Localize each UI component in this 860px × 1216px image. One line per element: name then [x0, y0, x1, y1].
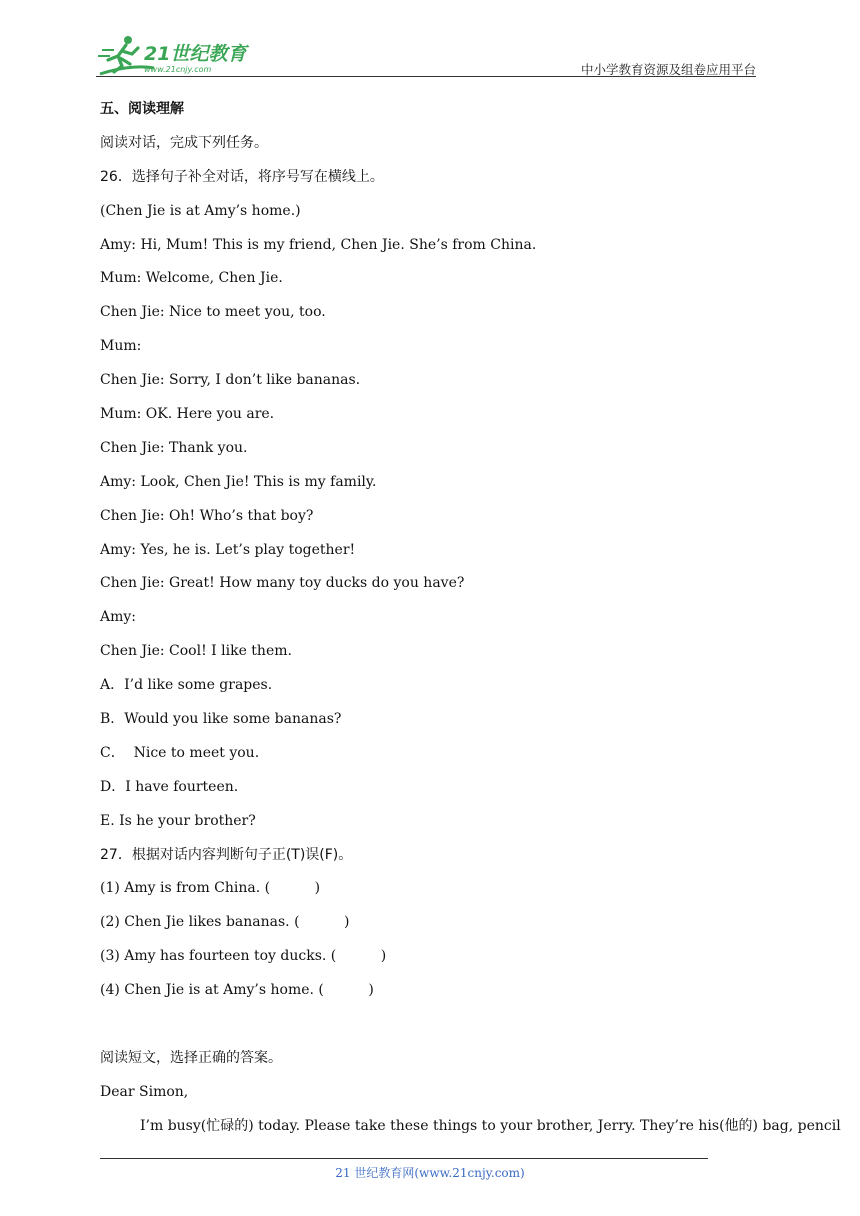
dialogue-line: Amy: — [100, 609, 137, 626]
header-divider — [96, 76, 756, 77]
dialogue-line: Mum: — [100, 338, 142, 355]
question-26-title: 26．选择句子补全对话，将序号写在横线上。 — [100, 168, 384, 185]
letter-greeting: Dear Simon, — [100, 1083, 189, 1100]
dialogue-line: Amy: Hi, Mum! This is my friend, Chen Jie. She’s from China. — [100, 236, 537, 253]
dialogue-line: Amy: Look, Chen Jie! This is my family. — [100, 473, 377, 490]
dialogue-line: Mum: Welcome, Chen Jie. — [100, 270, 283, 287]
logo-title: 21世纪教育 — [144, 43, 247, 65]
option-d: D．I have fourteen. — [100, 778, 239, 795]
true-false-item: (1) Amy is from China. ( ) — [100, 880, 321, 897]
logo — [92, 34, 262, 78]
dialogue-line: Amy: Yes, he is. Let’s play together! — [100, 541, 356, 558]
dialogue-line: Chen Jie: Sorry, I don’t like bananas. — [100, 372, 361, 389]
true-false-item: (3) Amy has fourteen toy ducks. ( ) — [100, 948, 387, 965]
logo-url: www.21cnjy.com — [144, 65, 212, 74]
section-title: 五、阅读理解 — [100, 101, 184, 117]
option-c: C． Nice to meet you. — [100, 744, 260, 761]
dialogue-line: (Chen Jie is at Amy’s home.) — [100, 202, 301, 219]
dialogue-line: Chen Jie: Great! How many toy ducks do you have? — [100, 575, 465, 592]
dialogue-line: Chen Jie: Thank you. — [100, 439, 248, 456]
spacer — [100, 1014, 780, 1034]
logo-runner-icon — [92, 34, 262, 78]
document-body — [100, 99, 841, 1136]
true-false-item: (4) Chen Jie is at Amy’s home. ( ) — [100, 982, 374, 999]
question-27-title: 27．根据对话内容判断句子正(T)误(F)。 — [100, 846, 353, 863]
true-false-item: (2) Chen Jie likes bananas. ( ) — [100, 914, 350, 931]
dialogue-line: Chen Jie: Oh! Who’s that boy? — [100, 507, 314, 524]
option-e: E. Is he your brother? — [100, 812, 256, 829]
option-a: A．I’d like some grapes. — [100, 677, 273, 694]
dialogue-line: Chen Jie: Nice to meet you, too. — [100, 304, 326, 321]
dialogue-line: Chen Jie: Cool! I like them. — [100, 643, 292, 660]
footer-divider — [100, 1158, 708, 1159]
letter-paragraph: I’m busy(忙碌的) today. Please take these things to your brother, Jerry. They’re his(他的) bag, pencil — [140, 1117, 841, 1134]
option-b: B．Would you like some bananas? — [100, 711, 342, 728]
instruction-passage: 阅读短文，选择正确的答案。 — [100, 1049, 282, 1066]
instruction-dialogue: 阅读对话，完成下列任务。 — [100, 134, 268, 151]
dialogue-line: Mum: OK. Here you are. — [100, 406, 275, 423]
header-slogan: 中小学教育资源及组卷应用平台 — [580, 62, 756, 77]
page-header — [0, 0, 860, 80]
footer-source: 21 世纪教育网(www.21cnjy.com) — [335, 1166, 525, 1180]
